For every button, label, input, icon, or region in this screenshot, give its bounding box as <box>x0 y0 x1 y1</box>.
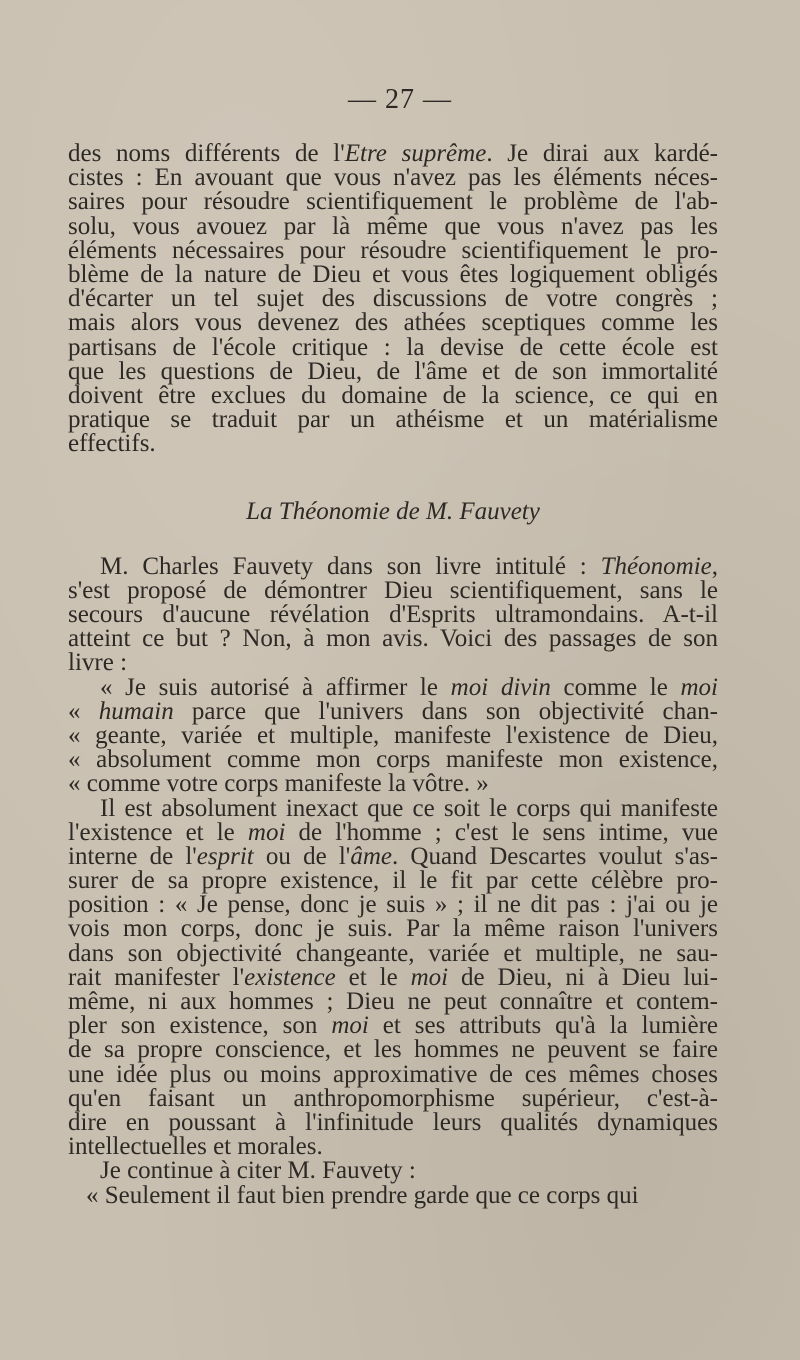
text-line: intellectuelles et morales. <box>68 1133 323 1161</box>
text-line: livre : <box>68 649 128 677</box>
paragraph-fauvety <box>68 552 718 677</box>
text-line: l'existence et le moi de l'homme ; c'est le sens intime, vue <box>68 818 718 846</box>
text-line: Il est absolument inexact que ce soit le corps qui manifeste <box>100 794 718 822</box>
text-line: une idée plus ou moins approximative de ces mêmes choses <box>68 1060 718 1088</box>
text-line: doivent être exclues du domaine de la science, ce qui en <box>68 381 718 409</box>
text-line: pratique se traduit par un athéisme et un matérialisme <box>68 406 718 434</box>
text-line: mais alors vous devenez des athées sceptiques comme les <box>68 309 718 337</box>
quotation-1 <box>68 673 718 798</box>
text-line: atteint ce but ? Non, à mon avis. Voici des passages de son <box>68 625 718 653</box>
text-line: éléments nécessaires pour résoudre scientifiquement le pro- <box>68 236 718 264</box>
section-heading: La Théonomie de M. Fauvety <box>246 498 540 526</box>
text-line: s'est proposé de démontrer Dieu scientifiquement, sans le <box>68 576 718 604</box>
quote-line: « humain parce que l'univers dans son objectivité chan- <box>68 697 718 725</box>
text-line: même, ni aux hommes ; Dieu ne peut connaître et contem- <box>68 988 718 1015</box>
text-line: effectifs. <box>68 430 156 458</box>
text-line: position : « Je pense, donc je suis » ; il ne dit pas : j'ai ou je <box>68 891 718 919</box>
text-line: solu, vous avouez par là même que vous n'avez pas les <box>68 212 718 240</box>
text-line: dire en poussant à l'infinitude leurs qualités dynamiques <box>68 1108 718 1136</box>
text-line: dans son objectivité changeante, variée et multiple, ne sau- <box>68 939 718 967</box>
paragraph-intro <box>68 142 718 456</box>
quote-line: « Je suis autorisé à affirmer le moi divin comme le moi <box>100 673 718 701</box>
text-line: M. Charles Fauvety dans son livre intitulé : Théonomie, <box>100 552 718 580</box>
text-line: partisans de l'école critique : la devise de cette école est <box>68 333 718 361</box>
text-line: cistes : En avouant que vous n'avez pas les éléments néces- <box>68 164 718 192</box>
quote-line: « Seulement il faut bien prendre garde que ce corps qui <box>86 1181 639 1209</box>
text-line: vois mon corps, donc je suis. Par la même raison l'univers <box>68 915 718 943</box>
text-line: saires pour résoudre scientifiquement le problème de l'ab- <box>68 188 718 216</box>
text-line: de sa propre conscience, et les hommes ne peuvent se faire <box>68 1036 718 1064</box>
page-number: — 27 — <box>348 84 452 115</box>
text-line: qu'en faisant un anthropomorphisme supérieur, c'est-à- <box>68 1084 718 1112</box>
text-line: d'écarter un tel sujet des discussions de votre congrès ; <box>68 285 718 313</box>
quote-line: « absolument comme mon corps manifeste mon existence, <box>68 746 718 774</box>
text-line: secours d'aucune révélation d'Esprits ultramondains. A-t-il <box>68 601 718 628</box>
text-line: pler son existence, son moi et ses attributs qu'à la lumière <box>68 1012 718 1040</box>
body-text <box>68 142 718 1208</box>
text-line: surer de sa propre existence, il le fit par cette célèbre pro- <box>68 867 718 895</box>
text-line: que les questions de Dieu, de l'âme et de son immortalité <box>68 357 718 385</box>
text-line: des noms différents de l'Etre suprême. Je dirai aux kardé- <box>68 140 719 167</box>
paragraph-descartes <box>68 794 718 1161</box>
text-line: Je continue à citer M. Fauvety : <box>100 1157 416 1185</box>
text-line: interne de l'esprit ou de l'âme. Quand Descartes voulut s'as- <box>68 842 718 870</box>
quote-line: « comme votre corps manifeste la vôtre. » <box>68 770 489 798</box>
text-line: blème de la nature de Dieu et vous êtes logiquement obligés <box>68 260 718 288</box>
text-line: rait manifester l'existence et le moi de Dieu, ni à Dieu lui- <box>68 963 718 991</box>
quote-line: « geante, variée et multiple, manifeste l'existence de Dieu, <box>68 721 718 749</box>
